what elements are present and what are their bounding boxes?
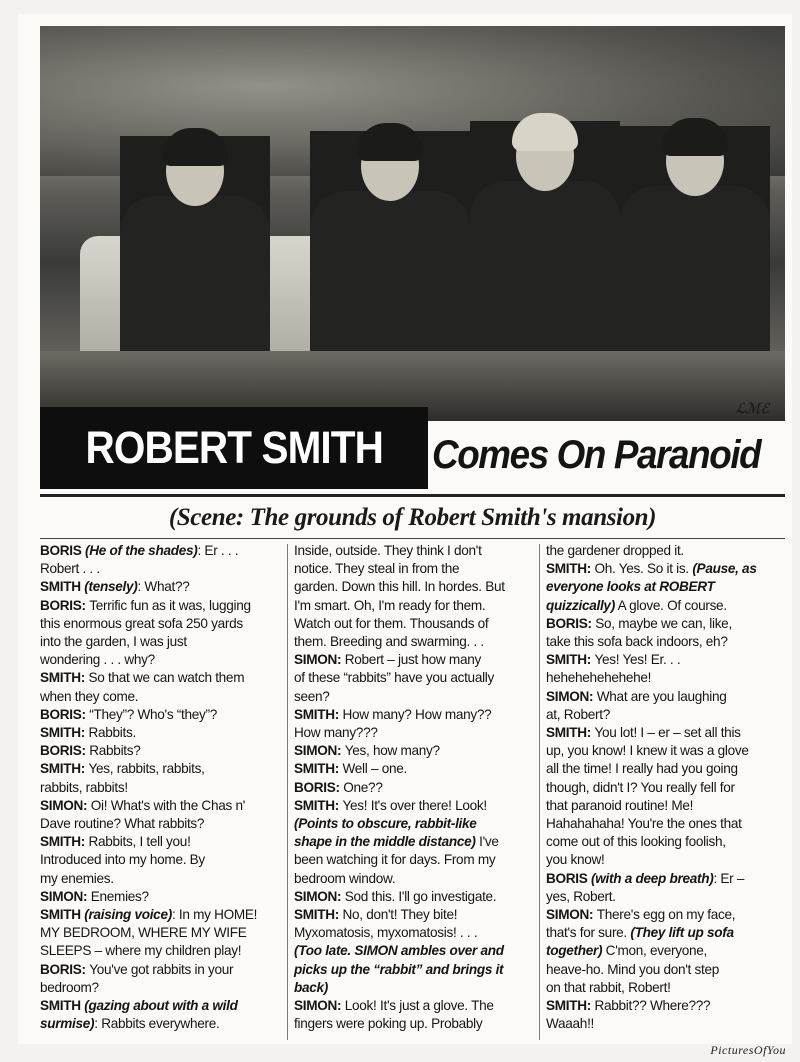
dialogue-text: Dave routine? What rabbits?	[40, 816, 205, 832]
dialogue-line	[40, 979, 280, 997]
dialogue-line	[294, 688, 532, 706]
dialogue-text: No, don't! They bite!	[342, 907, 458, 923]
dialogue-line	[294, 961, 532, 979]
dialogue-line	[294, 597, 532, 615]
dialogue-text: You lot! I – er – set all this	[594, 725, 741, 741]
dialogue-column-3	[546, 542, 784, 1033]
dialogue-column-2	[294, 542, 532, 1033]
dialogue-line	[40, 906, 280, 924]
dialogue-text: notice. They steal in from the	[294, 561, 460, 577]
dialogue-text: Yes, rabbits, rabbits,	[88, 761, 205, 777]
dialogue-text: the gardener dropped it.	[546, 543, 684, 558]
dialogue-text: take this sofa back indoors, eh?	[546, 634, 728, 650]
speaker-name: BORIS:	[40, 743, 90, 759]
dialogue-line	[40, 961, 280, 979]
dialogue-line	[40, 797, 280, 815]
dialogue-line	[294, 997, 532, 1015]
dialogue-line	[546, 542, 784, 560]
dialogue-text: Enemies?	[90, 888, 149, 904]
speaker-name: BORIS:	[40, 597, 90, 613]
dialogue-text: that paranoid routine! Me!	[546, 797, 694, 813]
dialogue-text: up, you know! I knew it was a glove	[546, 743, 749, 759]
speaker-name: SIMON:	[546, 688, 597, 704]
dialogue-text: Robert – just how many	[344, 652, 481, 668]
stage-direction: everyone looks at ROBERT	[546, 579, 715, 595]
column-divider	[287, 544, 288, 1040]
speaker-name: BORIS:	[40, 706, 90, 722]
speaker-name: SIMON:	[294, 998, 345, 1014]
speaker-name: BORIS:	[546, 615, 596, 631]
dialogue-line	[546, 742, 784, 760]
stage-direction: back)	[294, 979, 329, 995]
headline-subtitle: Comes On Paranoid	[432, 432, 761, 477]
dialogue-line	[294, 615, 532, 633]
dialogue-line	[294, 870, 532, 888]
dialogue-line	[40, 688, 280, 706]
dialogue-text: them. Breeding and swarming. . .	[294, 634, 484, 650]
dialogue-text: yes, Robert.	[546, 888, 616, 904]
dialogue-line	[546, 797, 784, 815]
speaker-name: SMITH:	[40, 834, 89, 850]
dialogue-line	[40, 942, 280, 960]
dialogue-text: Oi! What's with the Chas n'	[90, 797, 246, 813]
speaker-name: SMITH:	[294, 907, 343, 923]
dialogue-text: I've	[475, 834, 499, 850]
dialogue-text: A glove. Of course.	[614, 597, 727, 613]
dialogue-line	[40, 851, 280, 869]
dialogue-line	[294, 706, 532, 724]
stage-direction: (He of the shades)	[85, 543, 198, 558]
dialogue-line	[294, 906, 532, 924]
dialogue-text: Oh. Yes. So it is.	[594, 561, 693, 577]
dialogue-text: Well – one.	[342, 761, 407, 777]
photo-person	[620, 126, 770, 386]
dialogue-text: : In my HOME!	[171, 907, 258, 923]
dialogue-text: Rabbits, I tell you!	[88, 834, 191, 850]
dialogue-text: bedroom window.	[294, 870, 396, 886]
dialogue-text: Yes! It's over there! Look!	[342, 797, 487, 813]
speaker-name: SMITH	[40, 998, 85, 1014]
dialogue-line	[40, 578, 280, 596]
stage-direction: (They lift up sofa	[630, 925, 734, 941]
dialogue-line	[546, 779, 784, 797]
dialogue-line	[546, 688, 784, 706]
speaker-name: SMITH:	[294, 761, 343, 777]
dialogue-line	[546, 633, 784, 651]
stage-direction: (Too late. SIMON ambles over and	[294, 943, 504, 959]
dialogue-text: Myxomatosis, myxomatosis! . . .	[294, 925, 478, 941]
stage-direction: together)	[546, 943, 603, 959]
dialogue-line	[40, 560, 280, 578]
photo-person	[120, 136, 270, 386]
stage-direction: (Points to obscure, rabbit-like	[294, 816, 477, 832]
speaker-name: SIMON:	[294, 888, 345, 904]
dialogue-text: C'mon, everyone,	[602, 943, 707, 959]
dialogue-line	[546, 578, 784, 596]
dialogue-line	[546, 706, 784, 724]
dialogue-line	[546, 924, 784, 942]
dialogue-text: all the time! I really had you going	[546, 761, 738, 777]
dialogue-text: So, maybe we can, like,	[595, 615, 732, 631]
dialogue-line	[546, 615, 784, 633]
dialogue-line	[40, 742, 280, 760]
headline-name: ROBERT SMITH	[85, 422, 383, 473]
dialogue-line	[40, 833, 280, 851]
dialogue-line	[546, 560, 784, 578]
dialogue-text: Introduced into my home. By	[40, 852, 205, 868]
speaker-name: BORIS	[40, 543, 86, 558]
photo-signature: ℒℳℰ	[735, 401, 769, 417]
dialogue-line	[546, 997, 784, 1015]
dialogue-line	[294, 578, 532, 596]
watermark: PicturesOfYou	[710, 1043, 786, 1057]
speaker-name: BORIS	[546, 870, 592, 886]
magazine-page	[18, 14, 792, 1044]
speaker-name: BORIS:	[40, 961, 90, 977]
dialogue-text: One??	[343, 779, 383, 795]
dialogue-line	[294, 560, 532, 578]
dialogue-text: fingers were poking up. Probably	[294, 1016, 483, 1032]
dialogue-line	[546, 760, 784, 778]
speaker-name: SIMON:	[40, 888, 91, 904]
dialogue-text: : What??	[137, 579, 190, 595]
dialogue-line	[294, 851, 532, 869]
dialogue-text: been watching it for days. From my	[294, 852, 496, 868]
dialogue-text: How many? How many??	[342, 706, 492, 722]
stage-direction: (gazing about with a wild	[84, 998, 238, 1014]
dialogue-line	[546, 833, 784, 851]
dialogue-line	[546, 888, 784, 906]
dialogue-line	[40, 815, 280, 833]
dialogue-text: heave-ho. Mind you don't step	[546, 961, 719, 977]
dialogue-text: So that we can watch them	[88, 670, 245, 686]
dialogue-text: Yes, how many?	[344, 743, 440, 759]
dialogue-text: How many???	[294, 725, 378, 741]
dialogue-text: Hahahahaha! You're the ones that	[546, 816, 742, 832]
stage-direction: (raising voice)	[84, 907, 172, 923]
dialogue-line	[546, 724, 784, 742]
dialogue-text: : Er . . .	[197, 543, 239, 558]
dialogue-line	[294, 724, 532, 742]
dialogue-line	[294, 797, 532, 815]
column-divider	[539, 544, 540, 1040]
speaker-name: SMITH	[40, 579, 85, 595]
dialogue-text: What are you laughing	[596, 688, 727, 704]
dialogue-text: Sod this. I'll go investigate.	[344, 888, 497, 904]
dialogue-line	[40, 651, 280, 669]
speaker-name: SIMON:	[40, 797, 91, 813]
dialogue-text: Inside, outside. They think I don't	[294, 543, 482, 558]
dialogue-line	[294, 669, 532, 687]
stage-direction: shape in the middle distance)	[294, 834, 476, 850]
dialogue-text: MY BEDROOM, WHERE MY WIFE	[40, 925, 247, 941]
dialogue-text: Rabbits.	[88, 725, 136, 741]
dialogue-text: hehehehehehehe!	[546, 670, 652, 686]
speaker-name: SIMON:	[294, 652, 345, 668]
dialogue-text: on that rabbit, Robert!	[546, 979, 671, 995]
name-box	[40, 407, 428, 489]
speaker-name: BORIS:	[294, 779, 344, 795]
dialogue-text: Rabbit?? Where???	[594, 998, 711, 1014]
scene-heading: (Scene: The grounds of Robert Smith's mansion)	[168, 504, 657, 531]
dialogue-text: this enormous great sofa 250 yards	[40, 615, 243, 631]
dialogue-text: “They”? Who's “they”?	[89, 706, 218, 722]
dialogue-line	[40, 760, 280, 778]
divider	[40, 538, 785, 539]
dialogue-line	[294, 760, 532, 778]
dialogue-text: at, Robert?	[546, 706, 610, 722]
dialogue-text: my enemies.	[40, 870, 114, 886]
dialogue-line	[546, 597, 784, 615]
speaker-name: SMITH	[40, 907, 85, 923]
speaker-name: SMITH:	[546, 652, 595, 668]
dialogue-line	[294, 542, 532, 560]
dialogue-text: Waaah!!	[546, 1016, 595, 1032]
dialogue-line	[546, 942, 784, 960]
dialogue-line	[294, 815, 532, 833]
dialogue-line	[40, 669, 280, 687]
dialogue-line	[40, 888, 280, 906]
dialogue-text: wondering . . . why?	[40, 652, 155, 668]
dialogue-line	[40, 724, 280, 742]
dialogue-text: Terrific fun as it was, lugging	[89, 597, 251, 613]
stage-direction: quizzically)	[546, 597, 615, 613]
dialogue-text: when they come.	[40, 688, 139, 704]
dialogue-line	[40, 997, 280, 1015]
stage-direction: (with a deep breath)	[591, 870, 714, 886]
speaker-name: SMITH:	[546, 725, 595, 741]
speaker-name: SMITH:	[546, 998, 595, 1014]
dialogue-line	[294, 979, 532, 997]
dialogue-line	[40, 633, 280, 651]
dialogue-column-1	[40, 542, 280, 1033]
dialogue-line	[546, 651, 784, 669]
dialogue-line	[546, 906, 784, 924]
dialogue-line	[40, 1015, 280, 1033]
dialogue-text: of these “rabbits” have you actually	[294, 670, 495, 686]
stage-direction: (Pause, as	[692, 561, 757, 577]
speaker-name: SMITH:	[546, 561, 595, 577]
speaker-name: SMITH:	[40, 761, 89, 777]
headline-subtitle-box	[432, 425, 787, 485]
dialogue-text: I'm smart. Oh, I'm ready for them.	[294, 597, 486, 613]
dialogue-text: Watch out for them. Thousands of	[294, 615, 489, 631]
dialogue-line	[294, 742, 532, 760]
speaker-name: SMITH:	[294, 797, 343, 813]
dialogue-line	[40, 597, 280, 615]
dialogue-line	[40, 779, 280, 797]
dialogue-line	[40, 870, 280, 888]
dialogue-text: : Rabbits everywhere.	[94, 1016, 220, 1032]
dialogue-line	[40, 924, 280, 942]
headline	[40, 407, 785, 489]
speaker-name: SMITH:	[294, 706, 343, 722]
dialogue-line	[546, 1015, 784, 1033]
stage-direction: picks up the “rabbit” and brings it	[294, 961, 504, 977]
dialogue-text: come out of this looking foolish,	[546, 834, 726, 850]
dialogue-text: bedroom?	[40, 979, 99, 995]
dialogue-line	[294, 1015, 532, 1033]
dialogue-text: garden. Down this hill. In hordes. But	[294, 579, 505, 595]
stage-direction: (tensely)	[84, 579, 138, 595]
dialogue-line	[294, 633, 532, 651]
dialogue-line	[294, 833, 532, 851]
dialogue-line	[546, 815, 784, 833]
dialogue-text: Robert . . .	[40, 561, 100, 577]
dialogue-line	[546, 979, 784, 997]
dialogue-line	[294, 942, 532, 960]
dialogue-text: you know!	[546, 852, 605, 868]
dialogue-line	[546, 669, 784, 687]
speaker-name: SIMON:	[546, 907, 597, 923]
dialogue-line	[294, 888, 532, 906]
dialogue-line	[294, 651, 532, 669]
dialogue-text: You've got rabbits in your	[89, 961, 234, 977]
speaker-name: SIMON:	[294, 743, 345, 759]
dialogue-text: into the garden, I was just	[40, 634, 187, 650]
speaker-name: SMITH:	[40, 725, 89, 741]
stage-direction: surmise)	[40, 1016, 95, 1032]
dialogue-text: though, didn't I? You really fell for	[546, 779, 735, 795]
dialogue-text: SLEEPS – where my children play!	[40, 943, 242, 959]
dialogue-text: There's egg on my face,	[596, 907, 736, 923]
dialogue-text: Rabbits?	[89, 743, 141, 759]
dialogue-columns	[40, 542, 785, 1042]
dialogue-line	[546, 870, 784, 888]
dialogue-line	[546, 961, 784, 979]
dialogue-line	[546, 851, 784, 869]
divider	[40, 494, 785, 497]
band-photo	[40, 26, 785, 421]
dialogue-line	[40, 615, 280, 633]
speaker-name: SMITH:	[40, 670, 89, 686]
dialogue-line	[40, 706, 280, 724]
dialogue-line	[294, 779, 532, 797]
dialogue-text: rabbits, rabbits!	[40, 779, 128, 795]
dialogue-text: Yes! Yes! Er. . .	[594, 652, 681, 668]
dialogue-text: that's for sure.	[546, 925, 631, 941]
dialogue-line	[40, 542, 280, 560]
dialogue-text: : Er –	[713, 870, 745, 886]
dialogue-text: Look! It's just a glove. The	[344, 998, 494, 1014]
dialogue-text: seen?	[294, 688, 330, 704]
dialogue-line	[294, 924, 532, 942]
